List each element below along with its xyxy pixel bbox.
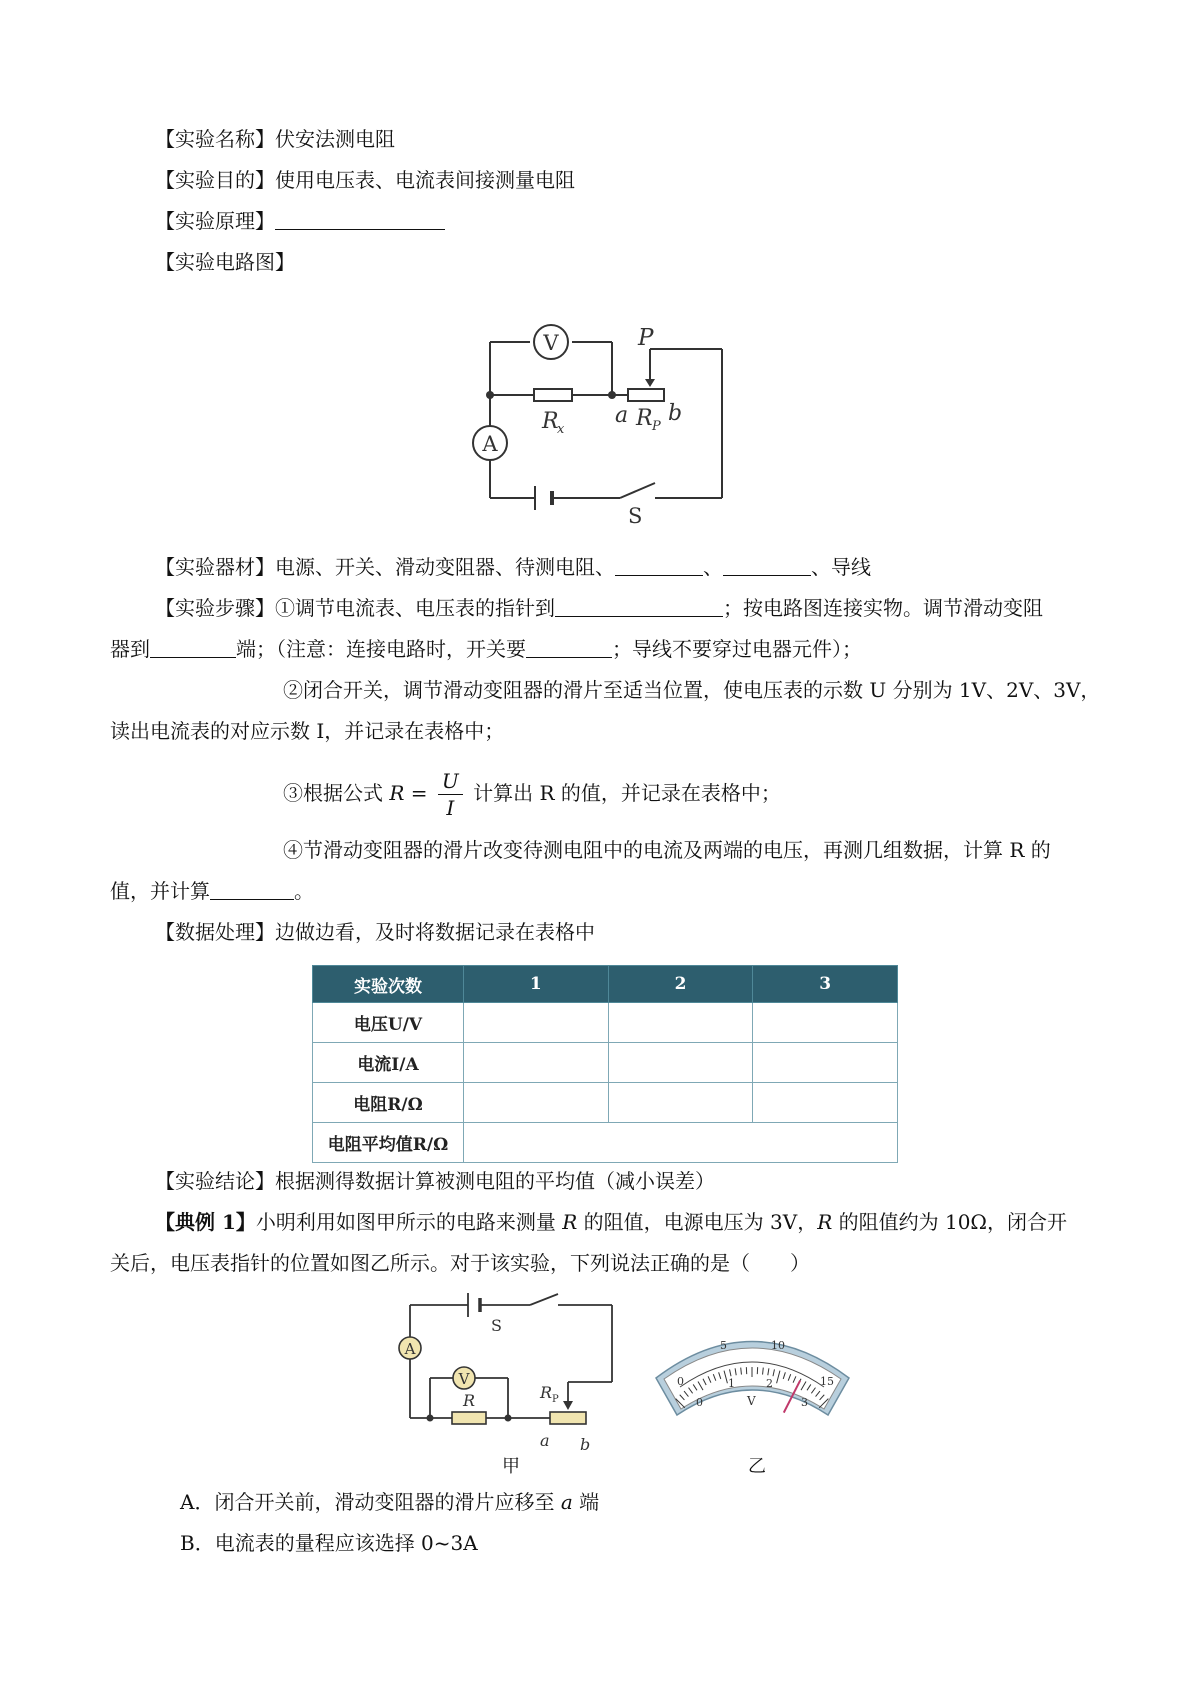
tag-data: 【数据处理】 — [155, 920, 275, 944]
table-cell[interactable] — [608, 1083, 753, 1123]
row-header: 电流I/A — [313, 1043, 464, 1083]
section-circuit — [155, 248, 295, 276]
step-4-line-1 — [283, 836, 1051, 864]
step-1-line-2 — [110, 635, 862, 663]
section-data — [155, 918, 595, 946]
equipment-sep: 、 — [703, 555, 723, 579]
purpose-text: 使用电压表、电流表间接测量电阻 — [275, 168, 575, 192]
tag-conclusion: 【实验结论】 — [155, 1169, 275, 1193]
lower-tick-0: 0 — [696, 1396, 703, 1409]
row-header: 电阻平均值R/Ω — [313, 1123, 464, 1163]
step-1-text-c: 器到 — [110, 637, 150, 661]
step-2-text-b: 读出电流表的对应示数 I，并记录在表格中； — [110, 719, 505, 743]
data-text: 边做边看，及时将数据记录在表格中 — [275, 920, 595, 944]
section-principle — [155, 207, 445, 235]
tag-purpose: 【实验目的】 — [155, 168, 275, 192]
table-row — [313, 1003, 898, 1043]
formula-r: R — [389, 781, 405, 805]
rp-label: R — [636, 406, 653, 431]
example-r-2: R — [817, 1210, 833, 1234]
example-r-1: R — [562, 1210, 578, 1234]
equipment-blank-2[interactable] — [723, 555, 811, 576]
section-name — [155, 125, 395, 153]
lower-tick-2: 2 — [766, 1377, 773, 1390]
step-1-text-b: ；按电路图连接实物。调节滑动变阻 — [723, 596, 1043, 620]
circuit-diagram-1 — [460, 315, 740, 530]
rp-subscript-2: P — [552, 1394, 559, 1405]
end-b-label-2: b — [580, 1435, 591, 1454]
table-cell[interactable] — [753, 1083, 898, 1123]
step-4-text-b: 值，并计算 — [110, 879, 210, 903]
name-text: 伏安法测电阻 — [275, 127, 395, 151]
step-4-blank[interactable] — [210, 879, 294, 900]
step-4-line-2 — [110, 877, 314, 905]
voltmeter-label-2: V — [458, 1370, 470, 1388]
option-a-label: A． — [180, 1490, 215, 1514]
step-2-line-1 — [283, 676, 1100, 704]
section-equipment — [155, 553, 871, 581]
end-a-label-2: a — [540, 1431, 550, 1450]
switch-label: S — [628, 504, 643, 528]
option-a-italic: a — [560, 1490, 573, 1514]
rx-label: R — [542, 409, 559, 434]
option-b-label: B． — [180, 1531, 215, 1555]
table-cell[interactable] — [464, 1043, 609, 1083]
ammeter-label-2: A — [404, 1340, 416, 1358]
table-header-cell: 3 — [753, 966, 898, 1003]
voltmeter-dial — [650, 1325, 855, 1445]
rheostat — [550, 1412, 586, 1424]
tag-principle: 【实验原理】 — [155, 209, 275, 233]
example-text-c: 的阻值约为 10Ω，闭合开 — [832, 1210, 1068, 1234]
voltmeter-label: V — [543, 331, 559, 355]
step-3-line — [283, 763, 781, 823]
step-3-text-b: 计算出 R 的值，并记录在表格中； — [473, 781, 781, 805]
example-line-2 — [110, 1249, 810, 1277]
section-conclusion — [155, 1167, 715, 1195]
table-cell-average[interactable] — [464, 1123, 898, 1163]
upper-tick-0: 0 — [677, 1375, 684, 1388]
option-b[interactable] — [180, 1529, 478, 1557]
example-text-a: 小明利用如图甲所示的电路来测量 — [255, 1210, 563, 1234]
rx-subscript: x — [557, 422, 565, 437]
option-a-text: 闭合开关前，滑动变阻器的滑片应移至 — [214, 1490, 561, 1514]
rp-subscript: P — [652, 419, 661, 434]
equipment-text: 电源、开关、滑动变阻器、待测电阻、 — [275, 555, 615, 579]
step-1-text-a: ①调节电流表、电压表的指针到 — [275, 596, 555, 620]
table-row — [313, 1123, 898, 1163]
circuit-diagram-2 — [390, 1290, 630, 1465]
step-1-text-d: 端；（注意：连接电路时，开关要 — [236, 637, 526, 661]
step-1-blank-1[interactable] — [555, 596, 723, 617]
tag-equipment: 【实验器材】 — [155, 555, 275, 579]
caption-yi: 乙 — [748, 1456, 766, 1477]
table-cell[interactable] — [753, 1003, 898, 1043]
tag-steps: 【实验步骤】 — [155, 596, 275, 620]
equipment-blank-1[interactable] — [615, 555, 703, 576]
end-b-label: b — [668, 401, 683, 426]
conclusion-text: 根据测得数据计算被测电阻的平均值（减小误差） — [275, 1169, 715, 1193]
example-line-1 — [155, 1208, 1067, 1236]
step-1-text-e: ；导线不要穿过电器元件）； — [612, 637, 862, 661]
step-1-blank-2[interactable] — [150, 637, 236, 658]
table-cell[interactable] — [464, 1003, 609, 1043]
principle-blank[interactable] — [275, 209, 445, 230]
r-label: R — [463, 1391, 476, 1410]
example-tag: 【典例 1】 — [155, 1210, 256, 1234]
table-cell[interactable] — [608, 1043, 753, 1083]
option-a[interactable] — [180, 1488, 599, 1516]
step-4-text-c: 。 — [294, 879, 314, 903]
switch-label-2: S — [491, 1316, 502, 1335]
tag-circuit: 【实验电路图】 — [155, 250, 295, 274]
formula-eq: = — [410, 781, 428, 805]
formula-fraction — [438, 768, 463, 821]
equipment-text-after: 、导线 — [811, 555, 871, 579]
slider-label-p: P — [638, 325, 654, 351]
upper-tick-5: 5 — [720, 1339, 727, 1352]
upper-tick-10: 10 — [771, 1339, 785, 1352]
table-header-cell: 实验次数 — [313, 966, 464, 1003]
row-header: 电阻R/Ω — [313, 1083, 464, 1123]
step-4-text-a: ④节滑动变阻器的滑片改变待测电阻中的电流及两端的电压，再测几组数据，计算 R 的 — [283, 838, 1051, 862]
upper-tick-15: 15 — [820, 1375, 834, 1388]
option-a-text-b: 端 — [572, 1490, 600, 1514]
table-cell[interactable] — [753, 1043, 898, 1083]
table-cell[interactable] — [464, 1083, 609, 1123]
step-1-line-1 — [155, 594, 1043, 622]
table-cell[interactable] — [608, 1003, 753, 1043]
formula-numerator: U — [438, 768, 463, 795]
section-purpose — [155, 166, 575, 194]
tag-name: 【实验名称】 — [155, 127, 275, 151]
ammeter-label: A — [482, 432, 498, 456]
step-1-blank-3[interactable] — [526, 637, 612, 658]
example-text-b: 的阻值，电源电压为 3V， — [577, 1210, 818, 1234]
lower-tick-1: 1 — [728, 1377, 735, 1390]
table-header-cell: 1 — [464, 966, 609, 1003]
lower-tick-3: 3 — [801, 1396, 808, 1409]
table-row — [313, 1083, 898, 1123]
unit-label: V — [747, 1394, 756, 1408]
rp-label-2: R — [540, 1383, 553, 1402]
step-3-text-a: ③根据公式 — [283, 781, 383, 805]
table-header-cell: 2 — [608, 966, 753, 1003]
row-header: 电压U/V — [313, 1003, 464, 1043]
step-2-line-2 — [110, 717, 504, 745]
example-text-line2: 关后，电压表指针的位置如图乙所示。对于该实验，下列说法正确的是（ ） — [110, 1251, 810, 1275]
option-b-text: 电流表的量程应该选择 0~3A — [214, 1531, 478, 1555]
table-header-row — [313, 966, 898, 1003]
resistor-r — [452, 1412, 486, 1424]
table-row — [313, 1043, 898, 1083]
step-2-text-a: ②闭合开关，调节滑动变阻器的滑片至适当位置，使电压表的示数 U 分别为 1V、2V、3V， — [283, 678, 1101, 702]
caption-jia: 甲 — [502, 1456, 520, 1477]
end-a-label: a — [615, 403, 629, 428]
formula-denominator: I — [446, 796, 455, 820]
data-table — [312, 965, 898, 1163]
